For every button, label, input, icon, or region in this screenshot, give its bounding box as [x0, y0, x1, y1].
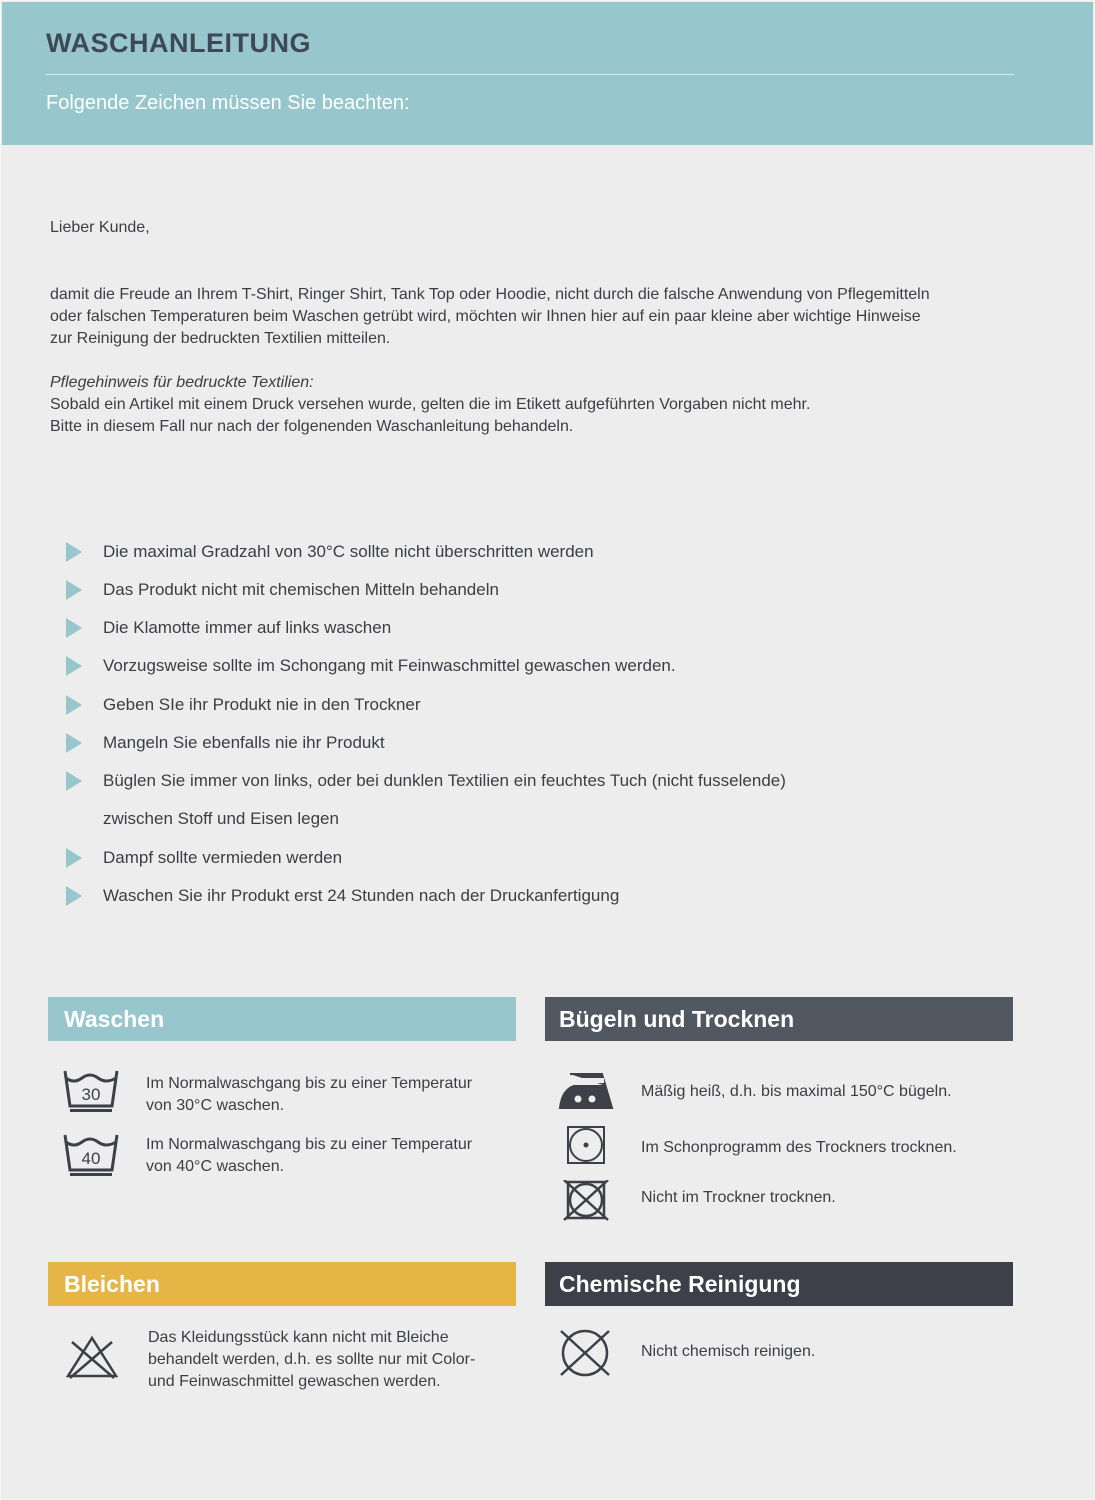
tumble-dry-low-icon: [566, 1125, 606, 1165]
iron-description: Mäßig heiß, d.h. bis maximal 150°C bügeln.: [641, 1083, 952, 1100]
wash-temp-number: 30: [81, 1085, 101, 1104]
do-not-bleach-icon: [64, 1334, 120, 1380]
header-banner: [2, 2, 1093, 145]
care-note-line: Bitte in diesem Fall nur nach der folgenenden Waschanleitung behandeln.: [50, 418, 574, 435]
triangle-arrow-icon: [66, 618, 82, 638]
triangle-arrow-icon: [66, 771, 82, 791]
bullet-text: Waschen Sie ihr Produkt erst 24 Stunden nach der Druckanfertigung: [103, 886, 620, 905]
triangle-arrow-icon: [66, 886, 82, 906]
bullet-text: zwischen Stoff und Eisen legen: [103, 809, 339, 828]
bullet-item: [66, 578, 499, 602]
dry-clean-description: Nicht chemisch reinigen.: [641, 1343, 816, 1360]
bullet-item: [66, 654, 676, 678]
bullet-text: Geben SIe ihr Produkt nie in den Trockner: [103, 695, 421, 714]
triangle-arrow-icon: [66, 848, 82, 868]
bullet-item: [66, 884, 619, 908]
do-not-tumble-dry-icon: [562, 1180, 610, 1222]
description-line: Das Kleidungsstück kann nicht mit Bleiche: [148, 1329, 449, 1346]
bullet-text: Dampf sollte vermieden werden: [103, 848, 343, 867]
intro-paragraph: [50, 284, 1010, 350]
header-divider: [46, 74, 1014, 75]
section-header-bleach: Bleichen: [48, 1262, 516, 1306]
wash-30-icon: [62, 1068, 120, 1114]
intro-line: damit die Freude an Ihrem T-Shirt, Ringer Shirt, Tank Top oder Hoodie, nicht durch die falsche Anwendung von Pflegemitteln: [50, 286, 930, 303]
bullet-text: Die maximal Gradzahl von 30°C sollte nicht überschritten werden: [103, 542, 594, 561]
greeting: Lieber Kunde,: [50, 219, 150, 236]
iron-two-dots-icon: [558, 1070, 614, 1112]
care-note-line: Sobald ein Artikel mit einem Druck versehen wurde, gelten die im Etikett aufgeführten Vorgaben nicht mehr.: [50, 396, 811, 413]
triangle-arrow-icon: [66, 656, 82, 676]
bullet-item: [66, 846, 342, 870]
bullet-item: [66, 540, 594, 564]
wash-40-description: [146, 1134, 472, 1178]
care-note: [50, 372, 1010, 438]
bullet-text: Vorzugsweise sollte im Schongang mit Feinwaschmittel gewaschen werden.: [103, 656, 676, 675]
description-line: und Feinwaschmittel gewaschen werden.: [148, 1373, 441, 1390]
header-subtitle: Folgende Zeichen müssen Sie beachten:: [46, 92, 410, 114]
triangle-arrow-icon: [66, 733, 82, 753]
care-note-title: Pflegehinweis für bedruckte Textilien:: [50, 374, 314, 391]
bleach-description: [148, 1327, 475, 1393]
bullet-item-continuation: [66, 807, 339, 831]
do-not-dry-clean-icon: [556, 1327, 614, 1379]
intro-line: oder falschen Temperaturen beim Waschen getrübt wird, möchten wir Ihnen hier auf ein paar kleine aber wichtige Hinweise: [50, 308, 921, 325]
description-line: behandelt werden, d.h. es sollte nur mit Color-: [148, 1351, 476, 1368]
bullet-item: [66, 616, 391, 640]
description-line: von 30°C waschen.: [146, 1097, 285, 1114]
intro-line: zur Reinigung der bedruckten Textilien mitteilen.: [50, 330, 391, 347]
description-line: Im Normalwaschgang bis zu einer Temperatur: [146, 1075, 473, 1092]
section-header-wash: Waschen: [48, 997, 516, 1041]
no-tumble-dry-description: Nicht im Trockner trocknen.: [641, 1189, 836, 1206]
bullet-item: [66, 769, 786, 793]
bullet-item: [66, 731, 385, 755]
triangle-arrow-icon: [66, 695, 82, 715]
bullet-text: Büglen Sie immer von links, oder bei dunklen Textilien ein feuchtes Tuch (nicht fusselende): [103, 771, 786, 790]
bullet-text: Die Klamotte immer auf links waschen: [103, 618, 392, 637]
wash-temp-number: 40: [81, 1149, 101, 1168]
bullet-text: Mangeln Sie ebenfalls nie ihr Produkt: [103, 733, 385, 752]
description-line: Im Normalwaschgang bis zu einer Temperatur: [146, 1136, 473, 1153]
wash-30-description: [146, 1073, 472, 1117]
triangle-arrow-icon: [66, 542, 82, 562]
tumble-dry-description: Im Schonprogramm des Trockners trocknen.: [641, 1139, 957, 1156]
description-line: von 40°C waschen.: [146, 1158, 285, 1175]
triangle-arrow-icon: [66, 580, 82, 600]
bullet-text: Das Produkt nicht mit chemischen Mitteln behandeln: [103, 580, 499, 599]
wash-40-icon: [62, 1132, 120, 1178]
page-title: WASCHANLEITUNG: [46, 28, 311, 58]
section-header-iron-dry: Bügeln und Trocknen: [545, 997, 1013, 1041]
section-header-dry-clean: Chemische Reinigung: [545, 1262, 1013, 1306]
bullet-item: [66, 693, 421, 717]
